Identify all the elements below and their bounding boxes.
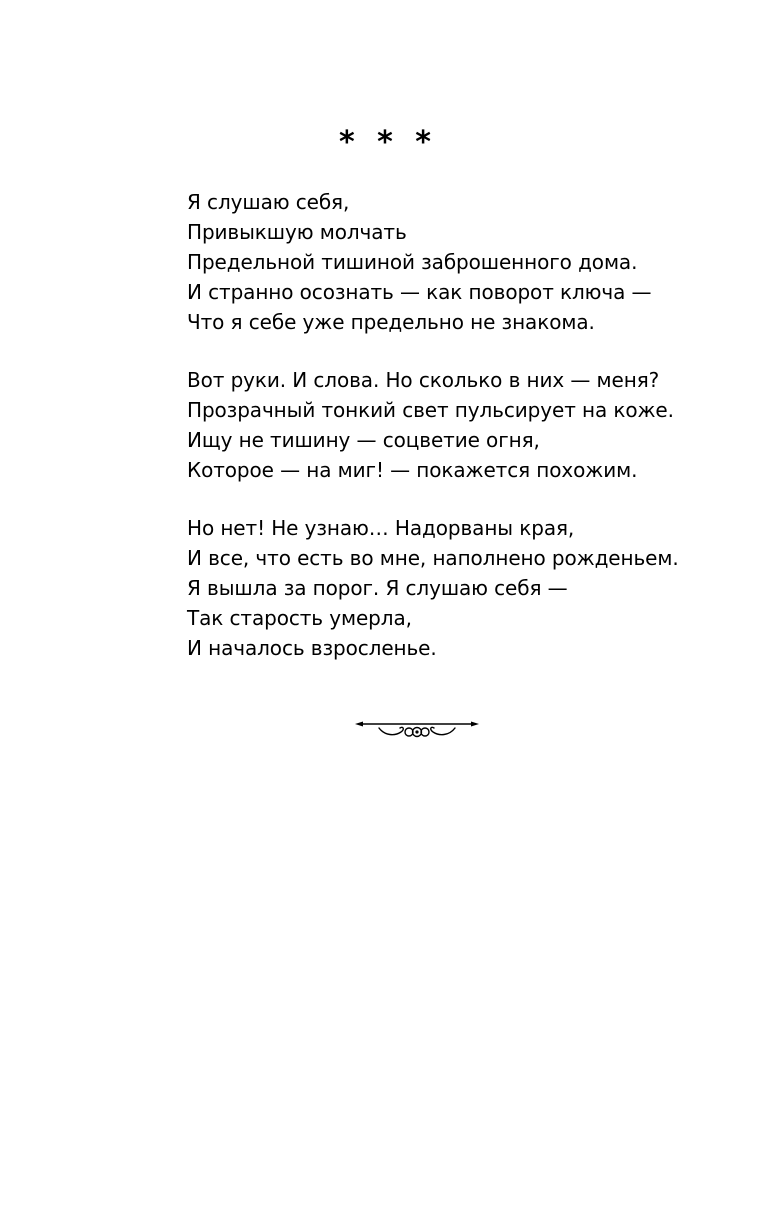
poem-line: Ищу не тишину — соцветие огня, (187, 428, 540, 452)
poem-line: И все, что есть во мне, наполнено рожденьем. (187, 546, 679, 570)
stanza-1 (187, 187, 747, 337)
poem-line: Я слушаю себя, (187, 190, 350, 214)
poem-line: И странно осознать — как поворот ключа — (187, 280, 652, 304)
poem-line: Но нет! Не узнаю… Надорваны края, (187, 516, 575, 540)
poem-line: Что я себе уже предельно не знакома. (187, 310, 595, 334)
poem-line: И началось взросленье. (187, 636, 437, 660)
stanza-2 (187, 365, 747, 485)
poem-line: Так старость умерла, (187, 606, 412, 630)
poem-line: Которое — на миг! — покажется похожим. (187, 458, 638, 482)
poem-line: Предельной тишиной заброшенного дома. (187, 250, 638, 274)
poem-line: Вот руки. И слова. Но сколько в них — меня? (187, 368, 660, 392)
poem-line: Привыкшую молчать (187, 220, 407, 244)
stanza-3 (187, 513, 747, 663)
poem-title: * * * (339, 125, 437, 160)
poem-line: Прозрачный тонкий свет пульсирует на коже. (187, 398, 674, 422)
decorative-flourish-icon (353, 716, 481, 744)
poem-body (187, 187, 747, 691)
poem-line: Я вышла за порог. Я слушаю себя — (187, 576, 568, 600)
